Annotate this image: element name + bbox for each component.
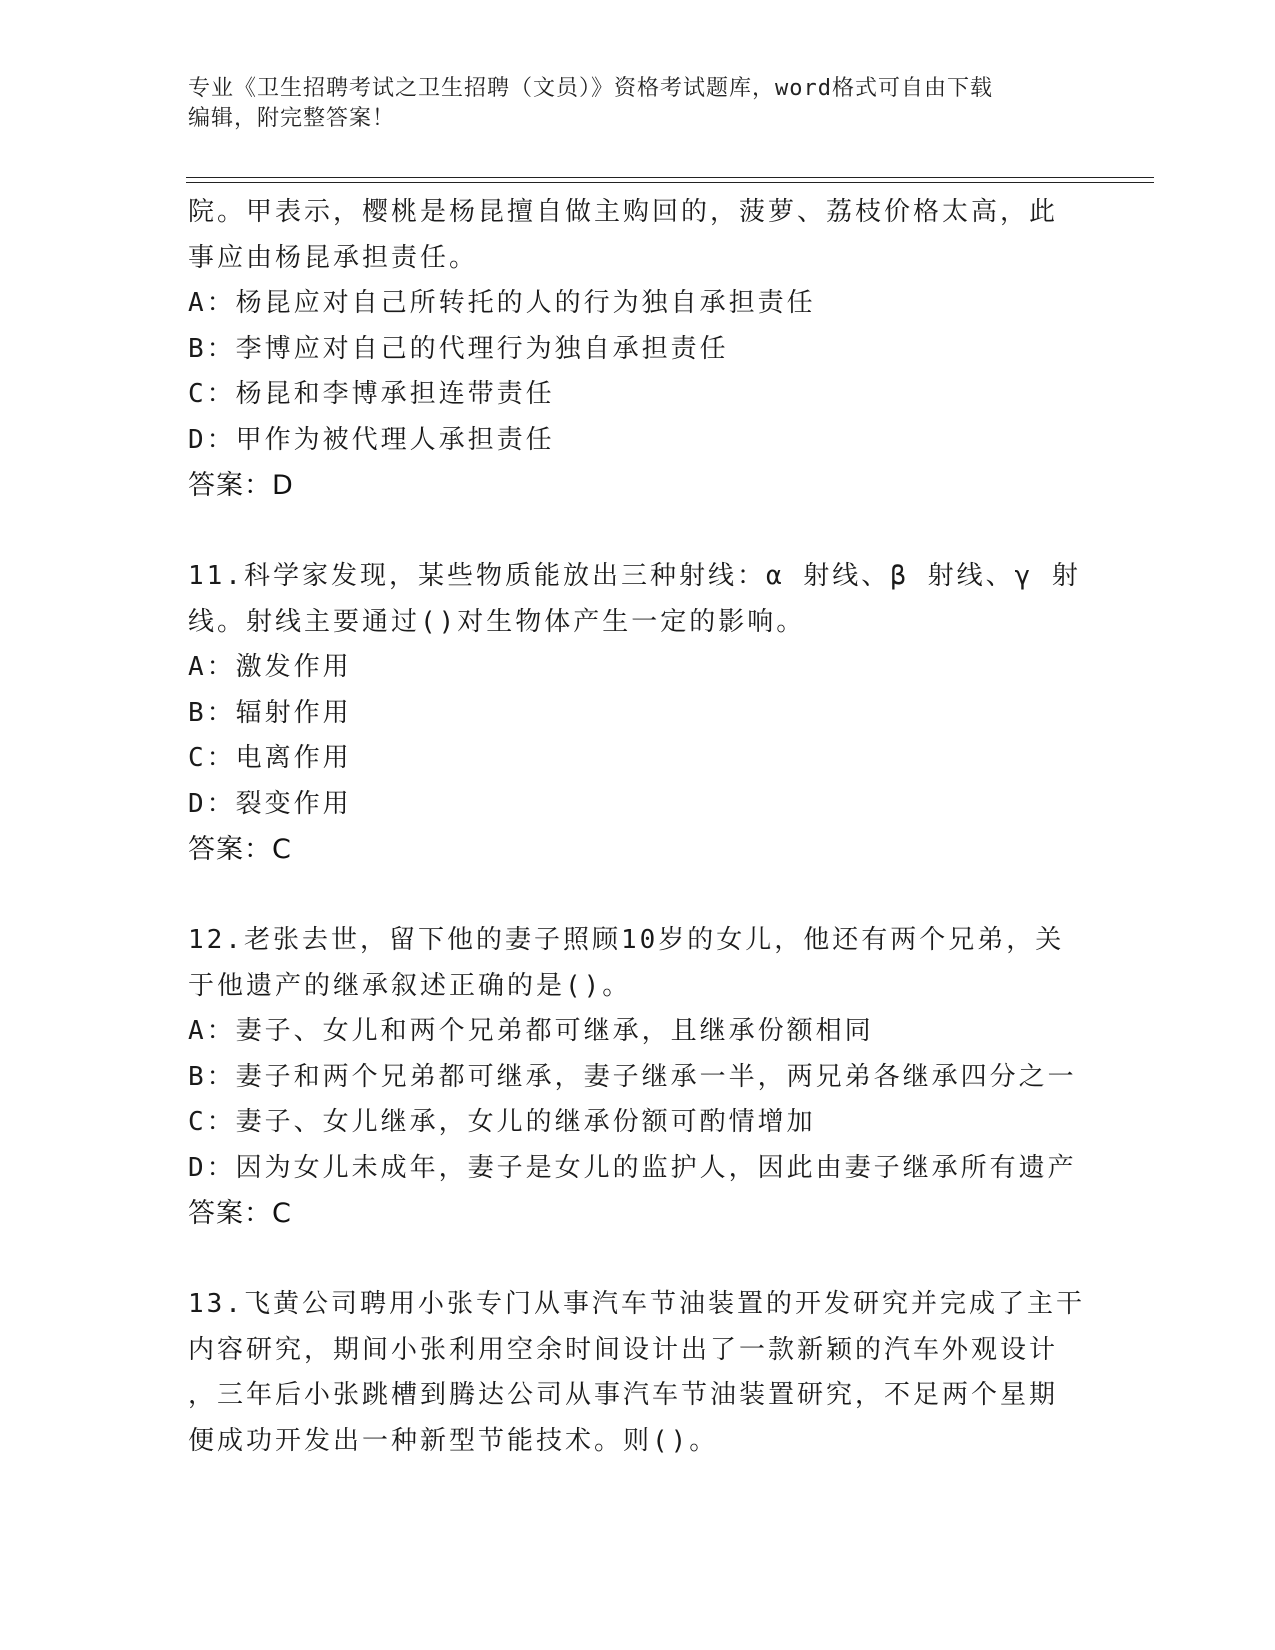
header-line-2: 编辑，附完整答案！ xyxy=(188,106,396,131)
question-spacer xyxy=(188,873,1148,919)
question-11 xyxy=(188,554,1148,873)
option-a: A：激发作用 xyxy=(188,652,352,682)
option-c: C：电离作用 xyxy=(188,743,352,773)
option-c: C：妻子、女儿继承，女儿的继承份额可酌情增加 xyxy=(188,1107,816,1137)
option-b: B：李博应对自己的代理行为独自承担责任 xyxy=(188,333,729,364)
option-d: D：裂变作用 xyxy=(188,788,352,819)
question-13 xyxy=(188,1282,1148,1464)
question-stem-line: 11.科学家发现，某些物质能放出三种射线：α 射线、β 射线、γ 射 xyxy=(188,561,1081,591)
header-divider-top xyxy=(186,177,1154,178)
option-b: B：妻子和两个兄弟都可继承，妻子继承一半，两兄弟各继承四分之一 xyxy=(188,1061,1077,1092)
question-stem-line: ，三年后小张跳槽到腾达公司从事汽车节油装置研究，不足两个星期 xyxy=(188,1380,1059,1410)
question-spacer xyxy=(188,1237,1148,1283)
option-a: A：妻子、女儿和两个兄弟都可继承，且继承份额相同 xyxy=(188,1016,874,1046)
question-stem-line: 事应由杨昆承担责任。 xyxy=(188,242,479,273)
question-stem-line: 12.老张去世，留下他的妻子照顾10岁的女儿，他还有两个兄弟，关 xyxy=(188,925,1065,955)
answer-label: 答案：C xyxy=(188,834,292,865)
question-stem-line: 内容研究，期间小张利用空余时间设计出了一款新颖的汽车外观设计 xyxy=(188,1334,1059,1365)
option-d: D：甲作为被代理人承担责任 xyxy=(188,424,555,455)
option-c: C：杨昆和李博承担连带责任 xyxy=(188,379,555,409)
option-b: B：辐射作用 xyxy=(188,697,352,728)
question-spacer xyxy=(188,509,1148,555)
option-a: A：杨昆应对自己所转托的人的行为独自承担责任 xyxy=(188,288,816,318)
document-body xyxy=(188,190,1148,1464)
header-line-1: 专业《卫生招聘考试之卫生招聘（文员）》资格考试题库，word格式可自由下载 xyxy=(188,76,993,101)
question-12 xyxy=(188,918,1148,1237)
answer-label: 答案：D xyxy=(188,470,294,501)
question-stem-line: 便成功开发出一种新型节能技术。则()。 xyxy=(188,1425,719,1456)
question-10-continuation xyxy=(188,190,1148,509)
question-stem-line: 于他遗产的继承叙述正确的是()。 xyxy=(188,970,632,1001)
question-stem-line: 线。射线主要通过()对生物体产生一定的影响。 xyxy=(188,606,806,637)
question-stem-line: 13.飞黄公司聘用小张专门从事汽车节油装置的开发研究并完成了主干 xyxy=(188,1289,1085,1319)
option-d: D：因为女儿未成年，妻子是女儿的监护人，因此由妻子继承所有遗产 xyxy=(188,1152,1077,1183)
header-divider-bottom xyxy=(186,182,1154,183)
answer-label: 答案：C xyxy=(188,1198,292,1229)
question-stem-line: 院。甲表示，樱桃是杨昆擅自做主购回的，菠萝、荔枝价格太高，此 xyxy=(188,197,1059,227)
document-header xyxy=(188,74,1088,134)
